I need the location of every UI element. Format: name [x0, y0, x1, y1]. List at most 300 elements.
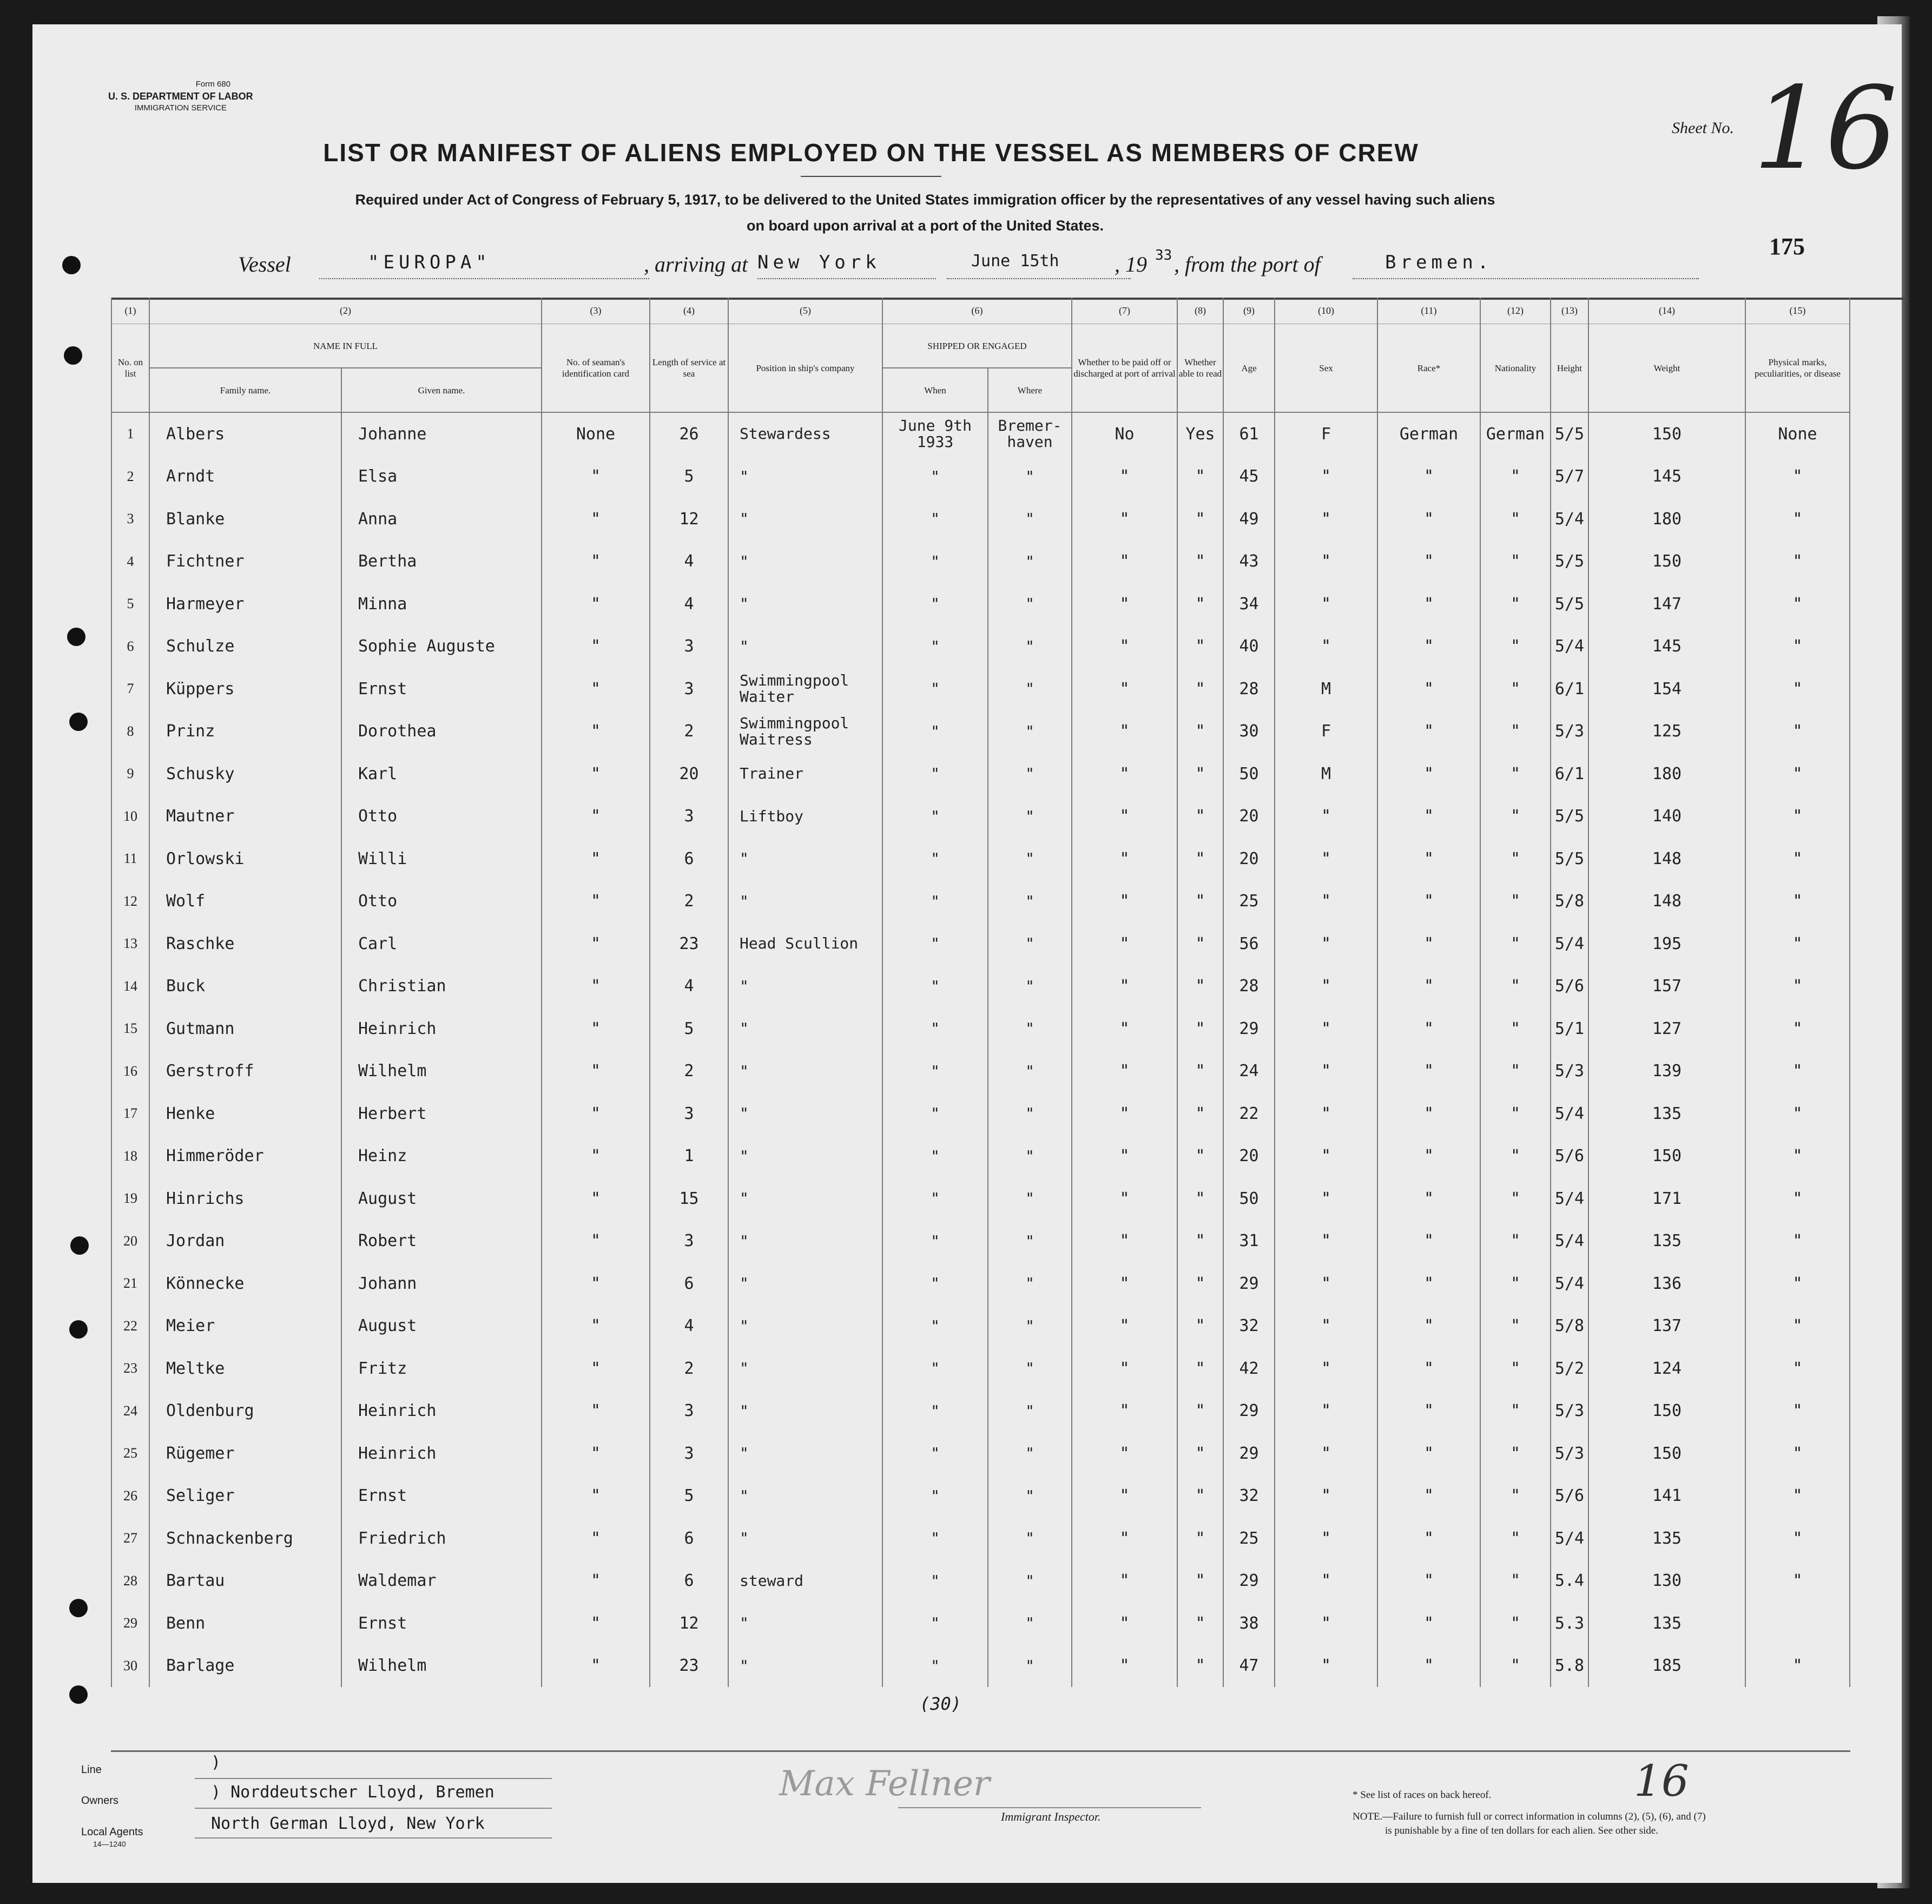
- id-card-cell: ": [542, 1475, 650, 1518]
- shipped-when-cell: ": [882, 1135, 988, 1178]
- shipped-when-cell: ": [882, 923, 988, 965]
- service-name: IMMIGRATION SERVICE: [134, 103, 227, 113]
- row-number-cell: 5: [111, 583, 149, 625]
- weight-cell: 145: [1588, 456, 1745, 498]
- age-cell: 56: [1223, 923, 1275, 965]
- paid-off-cell: ": [1072, 1050, 1177, 1093]
- weight-cell: 139: [1588, 1050, 1745, 1093]
- age-cell: 31: [1223, 1220, 1275, 1263]
- physical-marks-cell: ": [1745, 456, 1850, 498]
- weight-cell: 124: [1588, 1347, 1745, 1390]
- given-name-cell: Otto: [341, 880, 542, 923]
- family-name-cell: Könnecke: [149, 1262, 341, 1305]
- year-suffix: 33: [1155, 247, 1172, 263]
- height-cell: 5/4: [1551, 1517, 1588, 1560]
- sex-cell: ": [1275, 1050, 1377, 1093]
- service-length-cell: 15: [650, 1177, 728, 1220]
- age-cell: 38: [1223, 1602, 1275, 1645]
- race-cell: ": [1377, 668, 1480, 710]
- row-number-cell: 29: [111, 1602, 149, 1645]
- shipped-where-cell: ": [988, 1602, 1072, 1645]
- given-name-cell: August: [341, 1305, 542, 1348]
- service-length-cell: 26: [650, 412, 728, 456]
- paid-off-cell: ": [1072, 1517, 1177, 1560]
- able-to-read-cell: ": [1177, 795, 1223, 838]
- service-length-cell: 6: [650, 1262, 728, 1305]
- able-to-read-cell: ": [1177, 1602, 1223, 1645]
- nationality-cell: ": [1480, 1390, 1551, 1433]
- race-cell: ": [1377, 498, 1480, 541]
- able-to-read-cell: ": [1177, 541, 1223, 583]
- row-number-cell: 21: [111, 1262, 149, 1305]
- sex-cell: ": [1275, 456, 1377, 498]
- given-name-cell: Heinz: [341, 1135, 542, 1178]
- age-cell: 22: [1223, 1092, 1275, 1135]
- nationality-cell: ": [1480, 625, 1551, 668]
- paid-off-cell: ": [1072, 1432, 1177, 1475]
- row-number-cell: 1: [111, 412, 149, 456]
- header-where: Where: [988, 368, 1072, 412]
- shipped-where-cell: ": [988, 1050, 1072, 1093]
- row-number-cell: 22: [111, 1305, 149, 1348]
- position-cell: ": [728, 1432, 882, 1475]
- physical-marks-cell: ": [1745, 710, 1850, 753]
- weight-cell: 154: [1588, 668, 1745, 710]
- table-row: [111, 1305, 1850, 1348]
- able-to-read-cell: ": [1177, 625, 1223, 668]
- position-cell: ": [728, 1347, 882, 1390]
- id-card-cell: ": [542, 1092, 650, 1135]
- height-cell: 5/4: [1551, 1177, 1588, 1220]
- shipped-when-cell: ": [882, 1560, 988, 1603]
- able-to-read-cell: ": [1177, 668, 1223, 710]
- height-cell: 5/2: [1551, 1347, 1588, 1390]
- family-name-cell: Raschke: [149, 923, 341, 965]
- physical-marks-cell: ": [1745, 1475, 1850, 1518]
- service-length-cell: 12: [650, 1602, 728, 1645]
- position-cell: ": [728, 1517, 882, 1560]
- service-length-cell: 23: [650, 923, 728, 965]
- family-name-cell: Benn: [149, 1602, 341, 1645]
- paid-off-cell: ": [1072, 1475, 1177, 1518]
- family-name-cell: Buck: [149, 965, 341, 1008]
- service-length-cell: 5: [650, 1475, 728, 1518]
- table-row: [111, 795, 1850, 838]
- service-length-cell: 2: [650, 880, 728, 923]
- weight-cell: 127: [1588, 1007, 1745, 1050]
- family-name-cell: Harmeyer: [149, 583, 341, 625]
- shipped-when-cell: ": [882, 965, 988, 1008]
- header-paid-off: Whether to be paid off or discharged at port of arrival: [1072, 324, 1177, 413]
- id-card-cell: ": [542, 1050, 650, 1093]
- row-number-cell: 16: [111, 1050, 149, 1093]
- position-cell: Swimmingpool Waiter: [728, 668, 882, 710]
- sex-cell: F: [1275, 412, 1377, 456]
- paid-off-cell: ": [1072, 753, 1177, 795]
- weight-cell: 157: [1588, 965, 1745, 1008]
- age-cell: 20: [1223, 838, 1275, 880]
- row-number-cell: 8: [111, 710, 149, 753]
- id-card-cell: ": [542, 1645, 650, 1688]
- id-card-cell: ": [542, 880, 650, 923]
- race-cell: ": [1377, 710, 1480, 753]
- col-num-3: (3): [542, 298, 650, 324]
- race-cell: ": [1377, 965, 1480, 1008]
- race-cell: ": [1377, 1475, 1480, 1518]
- position-cell: ": [728, 1390, 882, 1433]
- shipped-where-cell: ": [988, 710, 1072, 753]
- family-name-cell: Oldenburg: [149, 1390, 341, 1433]
- race-cell: ": [1377, 1220, 1480, 1263]
- paid-off-cell: ": [1072, 1347, 1177, 1390]
- sex-cell: ": [1275, 583, 1377, 625]
- table-row: [111, 1602, 1850, 1645]
- height-cell: 5/4: [1551, 1220, 1588, 1263]
- given-name-cell: Johanne: [341, 412, 542, 456]
- shipped-where-cell: ": [988, 965, 1072, 1008]
- service-length-cell: 5: [650, 1007, 728, 1050]
- given-name-cell: Waldemar: [341, 1560, 542, 1603]
- arriving-label: , arriving at: [644, 252, 748, 276]
- age-cell: 30: [1223, 710, 1275, 753]
- id-card-cell: ": [542, 1560, 650, 1603]
- service-length-cell: 4: [650, 965, 728, 1008]
- age-cell: 43: [1223, 541, 1275, 583]
- paid-off-cell: ": [1072, 1092, 1177, 1135]
- able-to-read-cell: ": [1177, 753, 1223, 795]
- family-name-cell: Barlage: [149, 1645, 341, 1688]
- sex-cell: ": [1275, 838, 1377, 880]
- nationality-cell: ": [1480, 541, 1551, 583]
- nationality-cell: ": [1480, 1177, 1551, 1220]
- paid-off-cell: ": [1072, 1007, 1177, 1050]
- age-cell: 28: [1223, 965, 1275, 1008]
- nationality-cell: ": [1480, 923, 1551, 965]
- race-cell: ": [1377, 1347, 1480, 1390]
- id-card-cell: ": [542, 1347, 650, 1390]
- header-family-name: Family name.: [149, 368, 341, 412]
- age-cell: 34: [1223, 583, 1275, 625]
- crew-rows: [111, 412, 1850, 1687]
- shipped-where-cell: ": [988, 1135, 1072, 1178]
- given-name-cell: Wilhelm: [341, 1645, 542, 1688]
- vessel-label: Vessel: [238, 252, 291, 276]
- arriving-port: New York: [757, 252, 881, 273]
- agents-value: North German Lloyd, New York: [211, 1814, 485, 1833]
- age-cell: 29: [1223, 1262, 1275, 1305]
- sex-cell: ": [1275, 880, 1377, 923]
- weight-cell: 135: [1588, 1602, 1745, 1645]
- manifest-title: LIST OR MANIFEST OF ALIENS EMPLOYED ON THE VESSEL AS MEMBERS OF CREW: [323, 139, 1419, 167]
- service-length-cell: 6: [650, 1560, 728, 1603]
- able-to-read-cell: ": [1177, 1305, 1223, 1348]
- able-to-read-cell: ": [1177, 1177, 1223, 1220]
- able-to-read-cell: ": [1177, 1347, 1223, 1390]
- weight-cell: 195: [1588, 923, 1745, 965]
- id-card-cell: ": [542, 541, 650, 583]
- total-count-note: (30): [920, 1694, 962, 1714]
- sex-cell: ": [1275, 1262, 1377, 1305]
- service-length-cell: 12: [650, 498, 728, 541]
- age-cell: 25: [1223, 1517, 1275, 1560]
- position-cell: ": [728, 541, 882, 583]
- table-row: [111, 1262, 1850, 1305]
- shipped-where-cell: ": [988, 668, 1072, 710]
- position-cell: Head Scullion: [728, 923, 882, 965]
- age-cell: 28: [1223, 668, 1275, 710]
- table-row: [111, 1390, 1850, 1433]
- given-name-cell: Johann: [341, 1262, 542, 1305]
- nationality-cell: ": [1480, 965, 1551, 1008]
- sheet-label: Sheet No.: [1672, 119, 1734, 137]
- given-name-cell: Herbert: [341, 1092, 542, 1135]
- position-cell: ": [728, 1602, 882, 1645]
- sex-cell: F: [1275, 710, 1377, 753]
- height-cell: 5/5: [1551, 541, 1588, 583]
- position-cell: Stewardess: [728, 412, 882, 456]
- paid-off-cell: ": [1072, 923, 1177, 965]
- shipped-when-cell: ": [882, 1177, 988, 1220]
- position-cell: ": [728, 625, 882, 668]
- family-name-cell: Schusky: [149, 753, 341, 795]
- weight-cell: 150: [1588, 412, 1745, 456]
- height-cell: 6/1: [1551, 753, 1588, 795]
- nationality-cell: ": [1480, 1050, 1551, 1093]
- age-cell: 32: [1223, 1475, 1275, 1518]
- binder-hole: [69, 713, 88, 731]
- able-to-read-cell: ": [1177, 1092, 1223, 1135]
- given-name-cell: Carl: [341, 923, 542, 965]
- weight-cell: 135: [1588, 1092, 1745, 1135]
- weight-cell: 180: [1588, 498, 1745, 541]
- age-cell: 29: [1223, 1432, 1275, 1475]
- sex-cell: ": [1275, 1347, 1377, 1390]
- able-to-read-cell: ": [1177, 1135, 1223, 1178]
- id-card-cell: ": [542, 1517, 650, 1560]
- family-name-cell: Schulze: [149, 625, 341, 668]
- table-row: [111, 668, 1850, 710]
- weight-cell: 147: [1588, 583, 1745, 625]
- id-card-cell: ": [542, 1177, 650, 1220]
- family-name-cell: Arndt: [149, 456, 341, 498]
- table-row: [111, 880, 1850, 923]
- shipped-when-cell: ": [882, 1050, 988, 1093]
- service-length-cell: 20: [650, 753, 728, 795]
- shipped-where-cell: ": [988, 1007, 1072, 1050]
- nationality-cell: ": [1480, 668, 1551, 710]
- able-to-read-cell: ": [1177, 1220, 1223, 1263]
- physical-marks-cell: ": [1745, 1007, 1850, 1050]
- nationality-cell: ": [1480, 1305, 1551, 1348]
- able-to-read-cell: Yes: [1177, 412, 1223, 456]
- paid-off-cell: ": [1072, 1560, 1177, 1603]
- form-header-block: [108, 78, 253, 114]
- table-row: [111, 753, 1850, 795]
- family-name-cell: Rügemer: [149, 1432, 341, 1475]
- race-cell: ": [1377, 923, 1480, 965]
- physical-marks-cell: ": [1745, 1220, 1850, 1263]
- header-able-read: Whether able to read: [1177, 324, 1223, 413]
- nationality-cell: ": [1480, 795, 1551, 838]
- shipped-when-cell: ": [882, 753, 988, 795]
- sex-cell: ": [1275, 541, 1377, 583]
- id-card-cell: ": [542, 1305, 650, 1348]
- service-length-cell: 2: [650, 710, 728, 753]
- race-cell: ": [1377, 625, 1480, 668]
- age-cell: 45: [1223, 456, 1275, 498]
- binder-hole: [70, 1236, 89, 1255]
- able-to-read-cell: ": [1177, 1475, 1223, 1518]
- weight-cell: 180: [1588, 753, 1745, 795]
- family-name-cell: Mautner: [149, 795, 341, 838]
- id-card-cell: ": [542, 753, 650, 795]
- col-num-2: (2): [149, 298, 542, 324]
- header-position: Position in ship's company: [728, 324, 882, 413]
- weight-cell: 150: [1588, 1390, 1745, 1433]
- id-card-cell: ": [542, 668, 650, 710]
- position-cell: ": [728, 456, 882, 498]
- col-num-14: (14): [1588, 298, 1745, 324]
- weight-cell: 145: [1588, 625, 1745, 668]
- weight-cell: 141: [1588, 1475, 1745, 1518]
- height-cell: 5/4: [1551, 625, 1588, 668]
- service-length-cell: 1: [650, 1135, 728, 1178]
- shipped-where-cell: ": [988, 1432, 1072, 1475]
- shipped-where-cell: ": [988, 1475, 1072, 1518]
- height-cell: 5/3: [1551, 1432, 1588, 1475]
- sex-cell: ": [1275, 965, 1377, 1008]
- service-length-cell: 3: [650, 1390, 728, 1433]
- row-number-cell: 30: [111, 1645, 149, 1688]
- shipped-where-cell: ": [988, 880, 1072, 923]
- age-cell: 29: [1223, 1007, 1275, 1050]
- race-cell: ": [1377, 795, 1480, 838]
- shipped-when-cell: ": [882, 1305, 988, 1348]
- id-card-cell: ": [542, 1135, 650, 1178]
- able-to-read-cell: ": [1177, 710, 1223, 753]
- year-prefix: , 19: [1115, 252, 1147, 276]
- family-name-cell: Seliger: [149, 1475, 341, 1518]
- race-cell: ": [1377, 1517, 1480, 1560]
- shipped-where-cell: ": [988, 795, 1072, 838]
- sex-cell: ": [1275, 1645, 1377, 1688]
- row-number-cell: 28: [111, 1560, 149, 1603]
- shipped-when-cell: June 9th 1933: [882, 412, 988, 456]
- crew-manifest-table: [111, 298, 1850, 1687]
- family-name-cell: Küppers: [149, 668, 341, 710]
- sheet-mark: 16: [1634, 1756, 1689, 1806]
- races-note: * See list of races on back hereof.: [1353, 1789, 1492, 1801]
- table-row: [111, 1432, 1850, 1475]
- table-row: [111, 625, 1850, 668]
- weight-cell: 185: [1588, 1645, 1745, 1688]
- given-name-cell: Dorothea: [341, 710, 542, 753]
- id-card-cell: ": [542, 498, 650, 541]
- title-underline: [801, 176, 941, 177]
- race-cell: ": [1377, 456, 1480, 498]
- row-number-cell: 12: [111, 880, 149, 923]
- shipped-where-cell: ": [988, 838, 1072, 880]
- shipped-when-cell: ": [882, 1517, 988, 1560]
- inspector-label: Immigrant Inspector.: [1001, 1810, 1101, 1823]
- paid-off-cell: No: [1072, 412, 1177, 456]
- table-row: [111, 1135, 1850, 1178]
- department-name: U. S. DEPARTMENT OF LABOR: [108, 91, 253, 102]
- physical-marks-cell: ": [1745, 1305, 1850, 1348]
- shipped-where-cell: ": [988, 1560, 1072, 1603]
- physical-marks-cell: ": [1745, 498, 1850, 541]
- owners-value: ) Norddeutscher Lloyd, Bremen: [211, 1783, 494, 1802]
- weight-cell: 148: [1588, 838, 1745, 880]
- height-cell: 5/7: [1551, 456, 1588, 498]
- paid-off-cell: ": [1072, 1602, 1177, 1645]
- col-num-15: (15): [1745, 298, 1850, 324]
- sheet-number: 16: [1753, 62, 1898, 195]
- shipped-where-cell: ": [988, 456, 1072, 498]
- header-when: When: [882, 368, 988, 412]
- manifest-subtitle: [195, 187, 1656, 239]
- table-row: [111, 1645, 1850, 1688]
- position-cell: ": [728, 1092, 882, 1135]
- sex-cell: ": [1275, 1305, 1377, 1348]
- service-length-cell: 4: [650, 541, 728, 583]
- row-number-cell: 24: [111, 1390, 149, 1433]
- service-length-cell: 2: [650, 1347, 728, 1390]
- shipped-where-cell: ": [988, 583, 1072, 625]
- age-cell: 42: [1223, 1347, 1275, 1390]
- binder-hole: [67, 628, 85, 646]
- paid-off-cell: ": [1072, 1645, 1177, 1688]
- id-card-cell: ": [542, 1432, 650, 1475]
- given-name-cell: August: [341, 1177, 542, 1220]
- height-cell: 5/8: [1551, 880, 1588, 923]
- header-nationality: Nationality: [1480, 324, 1551, 413]
- id-card-cell: ": [542, 1390, 650, 1433]
- nationality-cell: ": [1480, 583, 1551, 625]
- race-cell: German: [1377, 412, 1480, 456]
- col-num-1: (1): [111, 298, 149, 324]
- penalty-note-1: NOTE.—Failure to furnish full or correct information in columns (2), (5), (6), and (7): [1353, 1811, 1706, 1822]
- able-to-read-cell: ": [1177, 1262, 1223, 1305]
- shipped-where-cell: ": [988, 1177, 1072, 1220]
- physical-marks-cell: ": [1745, 1092, 1850, 1135]
- family-name-cell: Prinz: [149, 710, 341, 753]
- table-row: [111, 583, 1850, 625]
- physical-marks-cell: ": [1745, 1645, 1850, 1688]
- table-row: [111, 1007, 1850, 1050]
- family-name-cell: Henke: [149, 1092, 341, 1135]
- table-row: [111, 1177, 1850, 1220]
- able-to-read-cell: ": [1177, 1050, 1223, 1093]
- shipped-when-cell: ": [882, 583, 988, 625]
- from-port: Bremen.: [1385, 252, 1493, 273]
- given-name-cell: Fritz: [341, 1347, 542, 1390]
- nationality-cell: ": [1480, 838, 1551, 880]
- nationality-cell: ": [1480, 1475, 1551, 1518]
- id-card-cell: ": [542, 795, 650, 838]
- agents-label: Local Agents: [81, 1826, 143, 1838]
- line-value: ): [211, 1753, 221, 1772]
- paid-off-cell: ": [1072, 1262, 1177, 1305]
- shipped-when-cell: ": [882, 456, 988, 498]
- family-name-cell: Schnackenberg: [149, 1517, 341, 1560]
- height-cell: 5.3: [1551, 1602, 1588, 1645]
- shipped-when-cell: ": [882, 1645, 988, 1688]
- row-number-cell: 3: [111, 498, 149, 541]
- physical-marks-cell: ": [1745, 753, 1850, 795]
- row-number-cell: 20: [111, 1220, 149, 1263]
- height-cell: 6/1: [1551, 668, 1588, 710]
